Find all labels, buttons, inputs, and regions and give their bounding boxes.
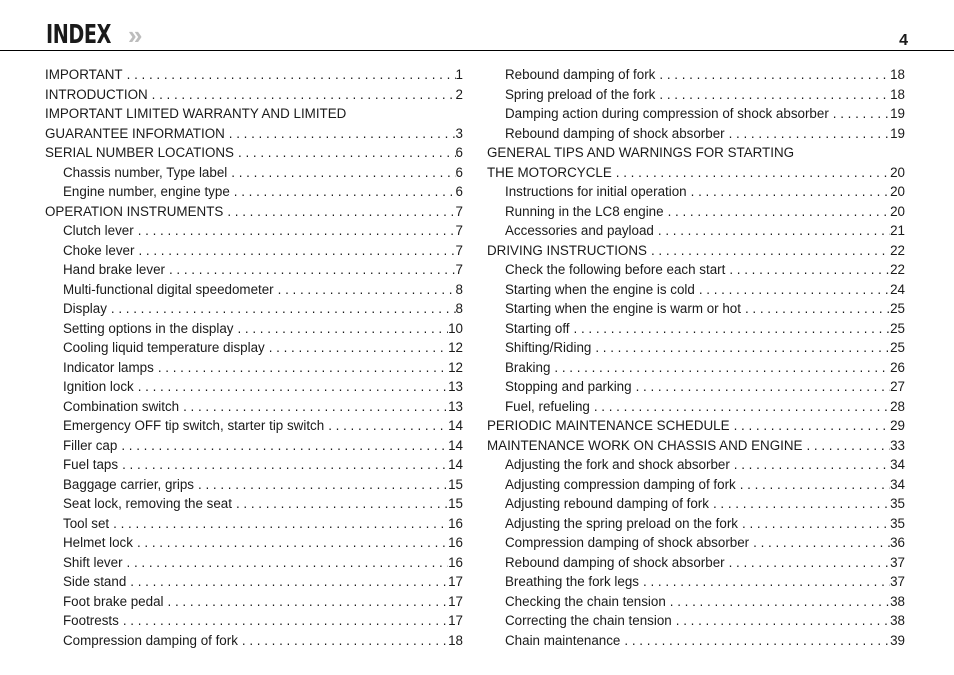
index-entry-page: 38	[890, 593, 905, 609]
index-entry-page: 17	[448, 613, 463, 628]
dot-leader	[729, 260, 890, 280]
index-entry-page: 15	[448, 476, 463, 492]
index-entry[interactable]	[45, 163, 463, 183]
index-entry-label: Starting when the engine is cold	[505, 281, 695, 297]
index-entry[interactable]	[45, 182, 463, 202]
index-entry-label: Running in the LC8 engine	[505, 203, 664, 219]
index-entry-label: Clutch lever	[63, 223, 134, 238]
dot-leader	[127, 553, 449, 573]
index-entry-page: 7	[455, 223, 463, 238]
index-entry[interactable]	[45, 124, 463, 144]
index-entry-page: 20	[890, 164, 905, 180]
dot-leader	[670, 592, 890, 612]
index-entry-label: Engine number, engine type	[63, 184, 230, 199]
index-entry-page: 21	[890, 223, 905, 238]
dot-leader	[236, 494, 448, 514]
index-entry-label: Baggage carrier, grips	[63, 476, 195, 492]
index-entry-page: 7	[455, 242, 463, 258]
index-entry-page: 16	[448, 515, 463, 531]
index-entry[interactable]	[487, 455, 905, 475]
index-entry-label: Ignition lock	[63, 379, 134, 394]
index-entry[interactable]	[45, 572, 463, 592]
index-column-left	[45, 65, 463, 650]
index-entry-label: Seat lock, removing the seat	[63, 496, 232, 511]
index-entry-label: Adjusting compression damping of fork	[505, 476, 736, 492]
index-entry-label: MAINTENANCE WORK ON CHASSIS AND ENGINE	[487, 437, 803, 453]
dot-leader	[234, 182, 456, 202]
index-entry[interactable]	[45, 475, 463, 495]
index-entry-page: 25	[890, 340, 905, 355]
dot-leader	[231, 163, 455, 183]
index-entry[interactable]	[45, 65, 463, 85]
dot-leader	[668, 202, 891, 222]
index-entry-page: 7	[455, 203, 463, 219]
index-entry-label: Chain maintenance	[505, 632, 621, 648]
index-entry-label: Choke lever	[63, 242, 135, 258]
index-entry-page: 12	[448, 340, 463, 355]
index-entry[interactable]	[487, 104, 905, 124]
dot-leader	[833, 104, 890, 124]
index-entry-label: PERIODIC MAINTENANCE SCHEDULE	[487, 418, 730, 433]
dot-leader	[594, 397, 890, 417]
dot-leader	[734, 416, 891, 436]
dot-leader	[699, 280, 890, 300]
index-entry-page: 2	[455, 86, 463, 102]
index-entry-page: 15	[448, 496, 463, 511]
dot-leader	[138, 377, 448, 397]
index-entry[interactable]	[45, 85, 463, 105]
index-entry[interactable]	[45, 514, 463, 534]
index-entry-page: 36	[890, 535, 905, 550]
dot-leader	[227, 202, 455, 222]
dot-leader	[121, 436, 448, 456]
dot-leader	[229, 124, 456, 144]
index-entry-page: 14	[448, 437, 463, 453]
index-entry-label: DRIVING INSTRUCTIONS	[487, 242, 647, 258]
index-entry-label: Footrests	[63, 613, 119, 628]
index-entry-page: 17	[448, 593, 463, 609]
index-entry-label: Rebound damping of shock absorber	[505, 125, 725, 141]
dot-leader	[659, 65, 890, 85]
dot-leader	[651, 241, 890, 261]
dot-leader	[636, 377, 891, 397]
index-entry[interactable]	[487, 338, 905, 358]
index-entry-label: SERIAL NUMBER LOCATIONS	[45, 145, 234, 160]
dot-leader	[238, 143, 456, 163]
index-entry[interactable]	[45, 592, 463, 612]
index-entry-page: 35	[890, 496, 905, 511]
dot-leader	[183, 397, 448, 417]
index-entry-page: 8	[455, 301, 463, 316]
index-entry[interactable]	[45, 397, 463, 417]
index-entry-label: IMPORTANT LIMITED WARRANTY AND LIMITED	[45, 106, 347, 121]
index-entry-page: 33	[890, 437, 905, 453]
index-entry[interactable]	[45, 280, 463, 300]
index-entry-label: Filler cap	[63, 437, 118, 453]
dot-leader	[742, 514, 890, 534]
index-entry-page: 22	[890, 262, 905, 277]
index-entry[interactable]	[45, 241, 463, 261]
index-entry[interactable]	[487, 65, 905, 85]
index-entry[interactable]	[487, 299, 905, 319]
index-entry-label: Adjusting the spring preload on the fork	[505, 515, 738, 531]
dot-leader	[624, 631, 890, 651]
index-entry-label: Foot brake pedal	[63, 593, 164, 609]
index-entry-page: 6	[455, 164, 463, 180]
index-entry-label: Spring preload of the fork	[505, 86, 656, 102]
index-entry-label: Adjusting rebound damping of fork	[505, 496, 709, 511]
dot-leader	[806, 436, 890, 456]
dot-leader	[729, 553, 890, 573]
index-entry-page: 24	[890, 281, 905, 297]
dot-leader	[137, 533, 448, 553]
dot-leader	[152, 85, 456, 105]
dot-leader	[713, 494, 890, 514]
index-entry[interactable]	[487, 572, 905, 592]
index-entry-label: Compression damping of shock absorber	[505, 535, 750, 550]
index-entry[interactable]	[45, 143, 463, 163]
dot-leader	[643, 572, 890, 592]
index-entry-page: 17	[448, 574, 463, 589]
index-entry-page: 6	[455, 184, 463, 199]
index-entry-label: Correcting the chain tension	[505, 613, 672, 628]
index-entry-label: Emergency OFF tip switch, starter tip switch	[63, 418, 325, 433]
index-entry-page: 39	[890, 632, 905, 648]
dot-leader	[691, 182, 890, 202]
dot-leader	[138, 221, 456, 241]
index-entry[interactable]	[487, 611, 905, 631]
dot-leader	[127, 65, 456, 85]
index-entry[interactable]	[487, 143, 905, 163]
index-entry-page: 20	[890, 203, 905, 219]
index-entry[interactable]	[487, 377, 905, 397]
index-entry[interactable]	[45, 104, 463, 124]
index-entry-page: 16	[448, 535, 463, 550]
index-entry-page: 8	[455, 281, 463, 297]
index-entry-label: Cooling liquid temperature display	[63, 340, 265, 355]
index-entry[interactable]	[487, 533, 905, 553]
index-entry-label: Fuel taps	[63, 457, 119, 472]
page-header	[0, 0, 954, 51]
index-entry-label: Shift lever	[63, 554, 123, 570]
index-entry-page: 13	[448, 379, 463, 394]
index-entry-label: Compression damping of fork	[63, 632, 238, 648]
index-entry[interactable]	[487, 163, 905, 183]
index-entry-page: 10	[448, 320, 463, 336]
index-entry-label: Setting options in the display	[63, 320, 234, 336]
index-entry-label: INTRODUCTION	[45, 86, 148, 102]
index-entry-page: 18	[448, 632, 463, 648]
index-entry[interactable]	[487, 85, 905, 105]
index-entry-label: Instructions for initial operation	[505, 184, 687, 199]
dot-leader	[659, 85, 890, 105]
index-entry[interactable]	[45, 221, 463, 241]
index-entry-label: Hand brake lever	[63, 262, 165, 277]
index-entry[interactable]	[45, 319, 463, 339]
index-entry-label: Fuel, refueling	[505, 398, 590, 414]
index-entry-label: GENERAL TIPS AND WARNINGS FOR STARTING	[487, 145, 795, 160]
dot-leader	[158, 358, 448, 378]
index-entry-page: 27	[890, 379, 905, 394]
index-entry-label: Tool set	[63, 515, 110, 531]
dot-leader	[198, 475, 448, 495]
index-entry-label: Multi-functional digital speedometer	[63, 281, 274, 297]
dot-leader	[113, 514, 448, 534]
index-entry-label: Braking	[505, 359, 551, 375]
dot-leader	[658, 221, 890, 241]
index-entry[interactable]	[45, 377, 463, 397]
index-entry[interactable]	[487, 514, 905, 534]
index-entry[interactable]	[487, 592, 905, 612]
index-entry-page: 38	[890, 613, 905, 628]
index-entry-label: Checking the chain tension	[505, 593, 666, 609]
index-entry-page: 1	[455, 67, 463, 82]
index-entry-page: 18	[890, 67, 905, 82]
index-entry[interactable]	[45, 260, 463, 280]
index-entry-label: Starting when the engine is warm or hot	[505, 301, 741, 316]
index-entry-label: Rebound damping of fork	[505, 67, 656, 82]
index-entry[interactable]	[487, 436, 905, 456]
index-entry-page: 7	[455, 262, 463, 277]
index-entry-page: 16	[448, 554, 463, 570]
index-entry[interactable]	[45, 455, 463, 475]
dot-leader	[729, 124, 890, 144]
index-entry[interactable]	[487, 260, 905, 280]
index-entry-page: 12	[448, 359, 463, 375]
index-entry-page: 3	[455, 125, 463, 141]
index-entry-label: GUARANTEE INFORMATION	[45, 125, 225, 141]
dot-leader	[111, 299, 456, 319]
dot-leader	[554, 358, 890, 378]
dot-leader	[130, 572, 448, 592]
index-entry[interactable]	[487, 241, 905, 261]
index-entry-label: Accessories and payload	[505, 223, 654, 238]
index-entry-page: 6	[455, 145, 463, 160]
index-column-right	[487, 65, 905, 650]
index-entry[interactable]	[487, 358, 905, 378]
page-title: INDEX	[46, 20, 111, 50]
chevron-right-icon: »	[128, 20, 139, 50]
index-entry[interactable]	[45, 631, 463, 651]
index-entry-page: 19	[890, 125, 905, 141]
index-entry[interactable]	[45, 202, 463, 222]
index-entry[interactable]	[487, 631, 905, 651]
index-entry[interactable]	[487, 319, 905, 339]
index-entry[interactable]	[45, 299, 463, 319]
index-entry-page: 25	[890, 320, 905, 336]
index-entry-label: Stopping and parking	[505, 379, 632, 394]
index-entry-page: 14	[448, 418, 463, 433]
dot-leader	[328, 416, 448, 436]
index-entry-label: Helmet lock	[63, 535, 133, 550]
dot-leader	[734, 455, 890, 475]
index-entry-page: 13	[448, 398, 463, 414]
index-entry[interactable]	[45, 533, 463, 553]
index-entry-page: 29	[890, 418, 905, 433]
index-entry-label: Adjusting the fork and shock absorber	[505, 457, 730, 472]
index-entry-label: Combination switch	[63, 398, 180, 414]
dot-leader	[123, 611, 448, 631]
index-entry-page: 26	[890, 359, 905, 375]
dot-leader	[269, 338, 448, 358]
index-entry[interactable]	[487, 397, 905, 417]
index-entry-page: 34	[890, 476, 905, 492]
index-entry-page: 34	[890, 457, 905, 472]
index-entry[interactable]	[487, 416, 905, 436]
index-entry[interactable]	[487, 182, 905, 202]
index-entry[interactable]	[487, 280, 905, 300]
index-entry-label: Side stand	[63, 574, 127, 589]
dot-leader	[595, 338, 890, 358]
index-entry[interactable]	[487, 221, 905, 241]
index-entry[interactable]	[487, 475, 905, 495]
index-entry-label: Starting off	[505, 320, 570, 336]
dot-leader	[169, 260, 456, 280]
dot-leader	[574, 319, 891, 339]
index-entry-page: 25	[890, 301, 905, 316]
index-entry[interactable]	[487, 124, 905, 144]
index-entry[interactable]	[45, 358, 463, 378]
index-entry-label: Chassis number, Type label	[63, 164, 228, 180]
index-entry-label: Damping action during compression of shock absorber	[505, 106, 829, 121]
index-entry-label: OPERATION INSTRUMENTS	[45, 203, 224, 219]
index-entry[interactable]	[45, 494, 463, 514]
page-number: 4	[899, 32, 908, 49]
index-entry[interactable]	[45, 338, 463, 358]
index-entry-page: 28	[890, 398, 905, 414]
index-entry-page: 35	[890, 515, 905, 531]
dot-leader	[122, 455, 448, 475]
index-entry-page: 37	[890, 574, 905, 589]
dot-leader	[278, 280, 456, 300]
index-entry[interactable]	[487, 202, 905, 222]
index-entry[interactable]	[487, 553, 905, 573]
dot-leader	[676, 611, 890, 631]
index-entry-page: 20	[890, 184, 905, 199]
dot-leader	[138, 241, 455, 261]
index-entry-label: Rebound damping of shock absorber	[505, 554, 725, 570]
index-entry-label: Display	[63, 301, 107, 316]
index-entry-label: Shifting/Riding	[505, 340, 592, 355]
dot-leader	[753, 533, 890, 553]
dot-leader	[740, 475, 890, 495]
index-entry-label: IMPORTANT	[45, 67, 123, 82]
index-entry[interactable]	[45, 611, 463, 631]
index-entry-label: THE MOTORCYCLE	[487, 164, 612, 180]
index-entry-page: 18	[890, 86, 905, 102]
dot-leader	[242, 631, 448, 651]
index-entry[interactable]	[45, 553, 463, 573]
index-entry-page: 22	[890, 242, 905, 258]
dot-leader	[616, 163, 890, 183]
index-entry-label: Breathing the fork legs	[505, 574, 639, 589]
dot-leader	[745, 299, 890, 319]
index-entry-page: 14	[448, 457, 463, 472]
index-entry-label: Indicator lamps	[63, 359, 154, 375]
index-entry-page: 19	[890, 106, 905, 121]
index-entry-page: 37	[890, 554, 905, 570]
index-entry[interactable]	[45, 436, 463, 456]
index-entry[interactable]	[45, 416, 463, 436]
index-entry[interactable]	[487, 494, 905, 514]
index-entry-label: Check the following before each start	[505, 262, 726, 277]
dot-leader	[237, 319, 448, 339]
dot-leader	[168, 592, 449, 612]
